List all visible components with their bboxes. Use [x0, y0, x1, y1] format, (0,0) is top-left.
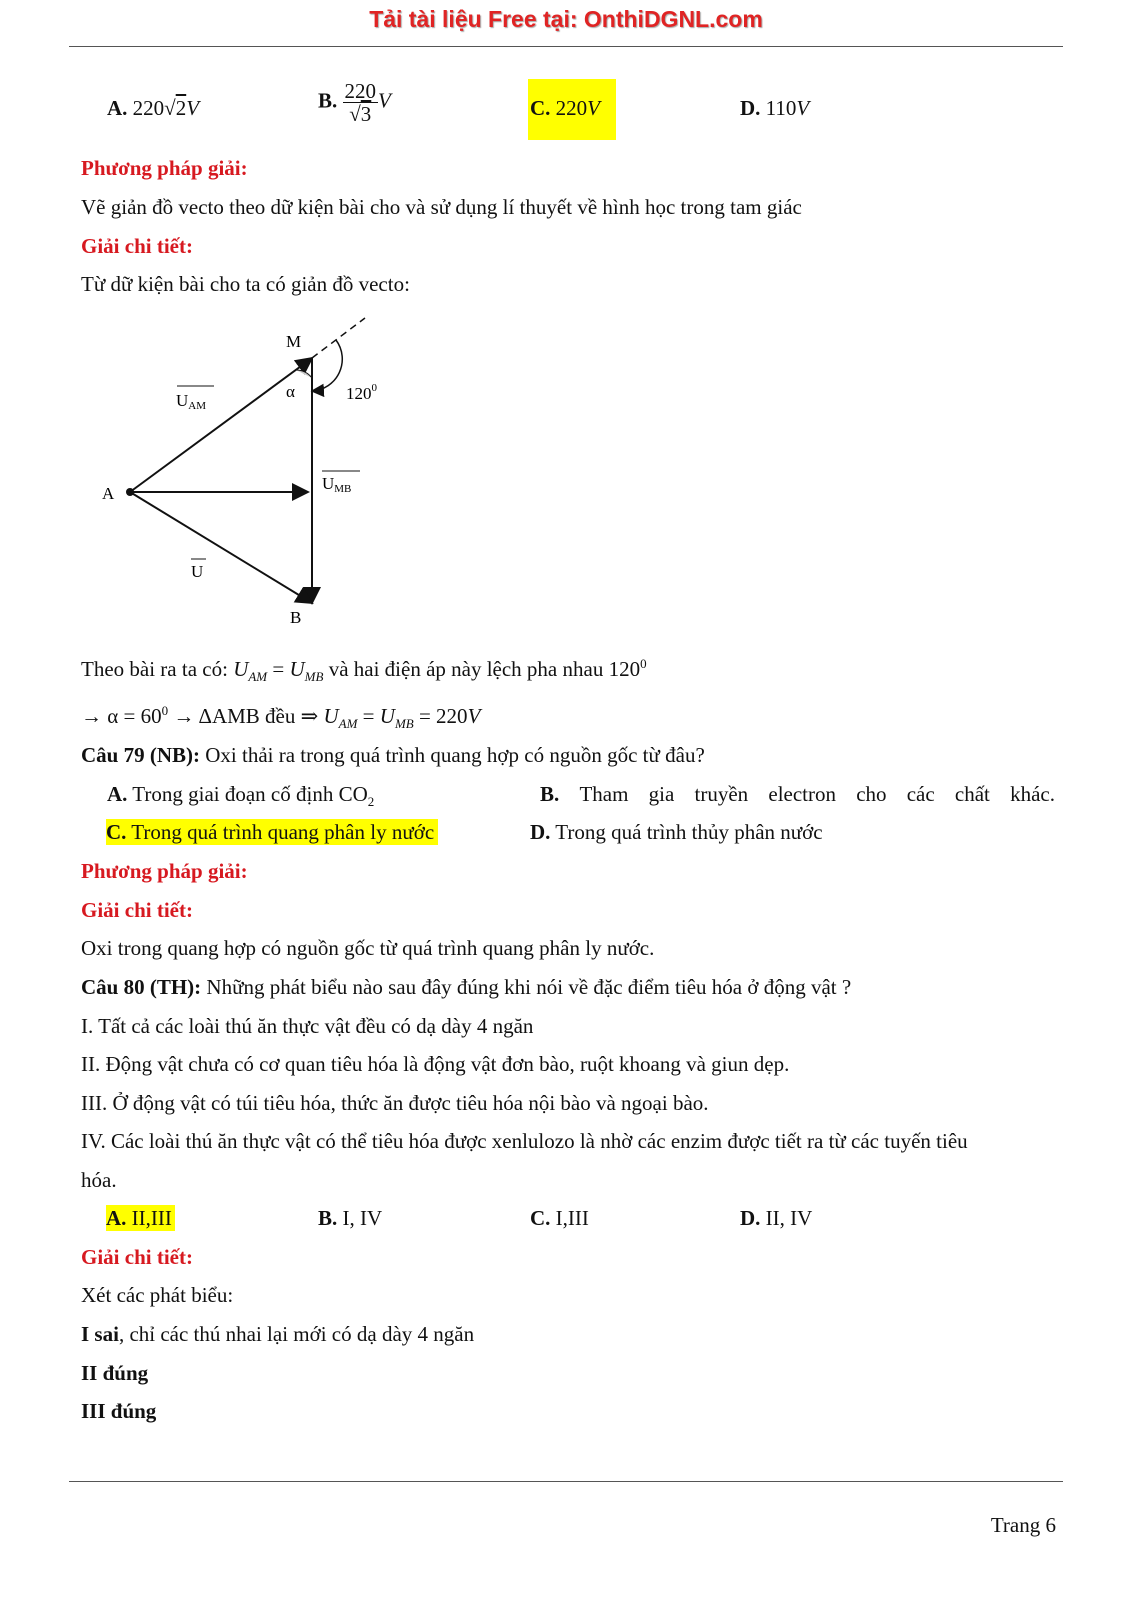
q80-detail-heading: Giải chi tiết:	[81, 1245, 193, 1269]
equals: =	[357, 704, 380, 728]
q80-statement-1: I. Tất cả các loài thú ăn thực vật đều có dạ dày 4 ngăn	[81, 1014, 534, 1038]
header-title[interactable]: Tải tài liệu Free tại: OnthiDGNL.com	[369, 6, 763, 32]
math-u: U	[233, 657, 249, 681]
unit: V	[467, 704, 481, 728]
sqrt-symbol: √	[164, 96, 176, 120]
math-sub: MB	[304, 669, 324, 685]
page-number: Trang 6	[990, 1513, 1056, 1537]
q80-statement-2: II. Động vật chưa có cơ quan tiêu hóa là động vật đơn bào, ruột khoang và giun dẹp.	[81, 1052, 790, 1076]
text: → ΔAMB đều ⇒	[168, 704, 324, 728]
word: truyền	[694, 782, 749, 806]
label-a: A	[102, 484, 115, 503]
math-u: U	[289, 657, 305, 681]
q80-option-c	[530, 1205, 589, 1231]
footer-rule	[69, 1481, 1063, 1482]
label-alpha: α	[286, 382, 295, 401]
option-label: B.	[318, 88, 338, 113]
q80-review-2: II đúng	[81, 1361, 149, 1385]
label-u: U	[191, 562, 204, 581]
word: electron	[768, 782, 836, 806]
option-text: I, IV	[337, 1206, 383, 1230]
radicand: 2	[175, 96, 187, 120]
q80-option-d	[740, 1205, 812, 1231]
option-value: 220	[555, 96, 588, 120]
option-label: B.	[540, 782, 560, 806]
question-text: Oxi thải ra trong quá trình quang hợp có nguồn gốc từ đâu?	[200, 743, 705, 767]
result: = 220	[413, 704, 468, 728]
math-sub: AM	[248, 669, 268, 685]
q79-option-b	[540, 781, 1055, 807]
q80-review-1	[81, 1321, 474, 1347]
label-u-am	[176, 391, 206, 412]
reason: , chỉ các thú nhai lại mới có dạ dày 4 ngăn	[118, 1322, 475, 1346]
option-label: A.	[106, 1206, 127, 1230]
unit: V	[378, 88, 391, 113]
q79-option-a	[107, 781, 374, 815]
math-u: U	[323, 704, 339, 728]
q78-line1	[81, 651, 647, 690]
subscript: 2	[367, 794, 375, 810]
degree: 0	[640, 656, 647, 671]
word: cho	[856, 782, 887, 806]
q78-method-text: Vẽ giản đồ vecto theo dữ kiện bài cho và sử dụng lí thuyết về hình học trong tam giác	[81, 195, 802, 219]
q78-line2	[81, 698, 480, 737]
verdict: I sai	[81, 1322, 119, 1346]
q78-detail-heading: Giải chi tiết:	[81, 234, 193, 258]
question-label: Câu 80 (TH):	[81, 975, 202, 999]
vector-am	[130, 358, 312, 492]
question-label: Câu 79 (NB):	[81, 743, 200, 767]
q78-option-b	[318, 80, 391, 125]
word: các	[906, 782, 935, 806]
label-angle	[346, 382, 378, 403]
label-b: B	[290, 608, 302, 627]
header-rule	[69, 46, 1063, 47]
unit: V	[796, 96, 810, 120]
option-label: C.	[106, 820, 127, 844]
q80-option-b	[318, 1205, 382, 1231]
option-label: C.	[530, 1206, 551, 1230]
q78-method-heading: Phương pháp giải:	[81, 156, 248, 180]
unit: V	[186, 96, 200, 120]
option-label: D.	[530, 820, 551, 844]
vector-diagram	[90, 315, 390, 645]
option-label: D.	[740, 96, 761, 120]
q80-question	[81, 974, 851, 1000]
math-sub: AM	[338, 716, 358, 732]
text: Theo bài ra ta có:	[81, 657, 234, 681]
vector-ab-line	[130, 492, 312, 603]
word: Tham	[579, 782, 629, 806]
q79-option-c	[106, 819, 438, 845]
q80-review: Xét các phát biểu:	[81, 1283, 234, 1307]
q79-question	[81, 742, 705, 768]
q79-explanation: Oxi trong quang hợp có nguồn gốc từ quá trình quang phân ly nước.	[81, 936, 655, 960]
option-label: A.	[107, 96, 128, 120]
degree: 0	[161, 703, 169, 718]
q79-option-d	[530, 819, 823, 845]
angle-120-arc	[312, 340, 342, 391]
math-u: U	[379, 704, 395, 728]
q80-statement-4: IV. Các loài thú ăn thực vật có thể tiêu hóa được xenlulozo là nhờ các enzim được tiết ra từ các tuyến tiêu	[81, 1129, 968, 1153]
fraction-denominator: √3	[349, 102, 372, 126]
q80-review-3: III đúng	[81, 1399, 157, 1423]
extension-dashed	[312, 318, 365, 358]
fraction	[343, 80, 379, 125]
option-label: B.	[318, 1206, 338, 1230]
option-label: A.	[107, 782, 128, 806]
unit: V	[587, 96, 600, 120]
angle-value: 120	[346, 384, 372, 403]
label-u-mb	[322, 474, 351, 495]
q79-detail-heading: Giải chi tiết:	[81, 898, 193, 922]
math-sub: MB	[394, 716, 414, 732]
option-label: C.	[530, 96, 551, 120]
q78-option-c	[530, 95, 600, 121]
question-text: Những phát biểu nào sau đây đúng khi nói về đặc điểm tiêu hóa ở động vật ?	[201, 975, 852, 999]
u-mb-main: U	[322, 474, 335, 493]
q80-statement-3: III. Ở động vật có túi tiêu hóa, thức ăn được tiêu hóa nội bào và ngoại bào.	[81, 1091, 709, 1115]
word: khác.	[1010, 782, 1055, 806]
option-text: I,III	[550, 1206, 589, 1230]
angle-degree: 0	[371, 382, 377, 394]
option-value: 110	[765, 96, 797, 120]
u-am-sub: AM	[188, 400, 207, 412]
alpha-arc	[296, 370, 312, 378]
q80-statement-4-cont: hóa.	[81, 1168, 117, 1192]
word: gia	[648, 782, 675, 806]
option-label: D.	[740, 1206, 761, 1230]
q78-intro: Từ dữ kiện bài cho ta có giản đồ vecto:	[81, 272, 410, 296]
label-m: M	[286, 332, 302, 351]
u-am-main: U	[176, 391, 189, 410]
option-text: Trong giai đoạn cố định CO	[127, 782, 368, 806]
option-text: II, IV	[760, 1206, 813, 1230]
text: → α = 60	[81, 704, 162, 728]
option-text: Trong quá trình quang phân ly nước	[126, 820, 435, 844]
text: và hai điện áp này lệch pha nhau 120	[323, 657, 641, 681]
fraction-numerator: 220	[344, 79, 377, 103]
option-value: 220	[132, 96, 165, 120]
q78-option-d	[740, 95, 809, 121]
q80-option-a	[106, 1205, 175, 1231]
q78-option-a	[107, 95, 199, 121]
equals: =	[267, 657, 290, 681]
word: chất	[954, 782, 990, 806]
option-text: II,III	[126, 1206, 172, 1230]
option-text: Trong quá trình thủy phân nước	[550, 820, 823, 844]
u-mb-sub: MB	[334, 483, 352, 495]
radicand: 3	[360, 102, 372, 126]
q79-method-heading: Phương pháp giải:	[81, 859, 248, 883]
point-a-dot	[126, 488, 134, 496]
